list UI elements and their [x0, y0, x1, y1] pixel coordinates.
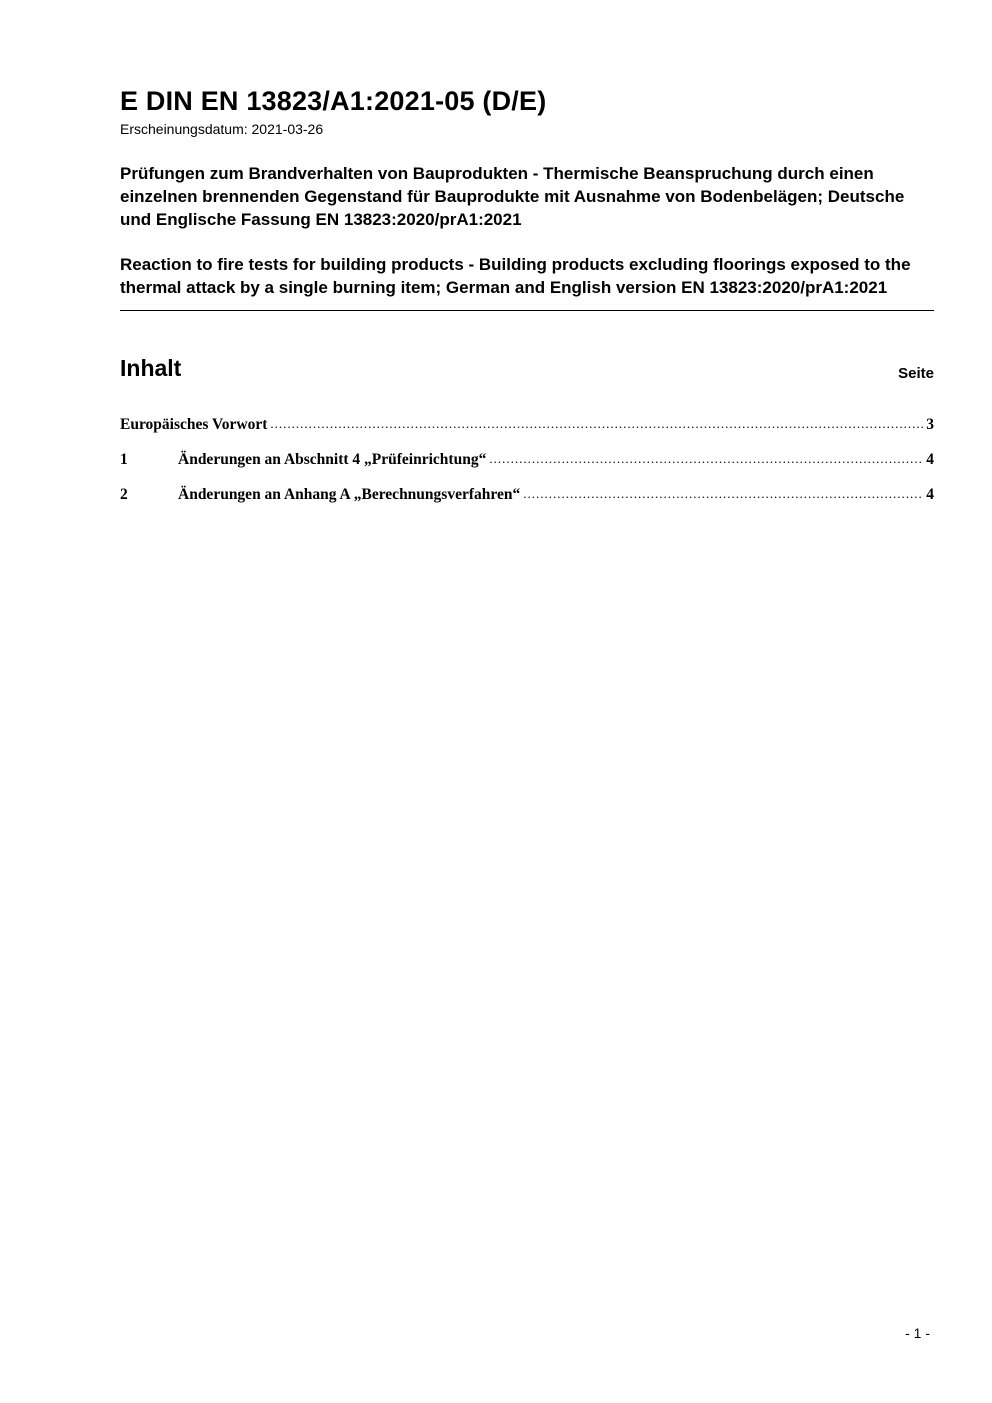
- toc-entry-number: 1: [120, 450, 128, 468]
- toc-entry-section-2: [120, 486, 934, 504]
- toc-entry-label: Änderungen an Abschnitt 4 „Prüfeinrichtung“: [178, 450, 487, 468]
- toc-entry-page: 4: [926, 450, 934, 468]
- leader-dots: [523, 486, 923, 502]
- horizontal-rule: [120, 310, 934, 311]
- toc-page-column-label: Seite: [898, 364, 934, 382]
- leader-dots: [270, 416, 923, 432]
- publication-date: Erscheinungsdatum: 2021-03-26: [120, 121, 324, 137]
- toc-heading: Inhalt: [120, 354, 182, 381]
- toc-entry-section-1: [120, 451, 934, 469]
- document-content: [120, 86, 934, 521]
- toc-entry-vorwort: [120, 416, 934, 434]
- toc-entry-page: 3: [926, 415, 934, 433]
- leader-dots: [489, 451, 923, 467]
- title-english: Reaction to fire tests for building products - Building products excluding floorings exposed to the thermal attack by a single burning item; German and English version EN 13823:2020/prA1:2021: [120, 254, 911, 297]
- toc-entry-label: Europäisches Vorwort: [120, 415, 268, 433]
- table-of-contents: [120, 416, 934, 504]
- footer-page-number: - 1 -: [905, 1325, 930, 1341]
- title-german: Prüfungen zum Brandverhalten von Bauprodukten - Thermische Beanspruchung durch einen einzelnen brennenden Gegenstand für Bauprodukte mit Ausnahme von Bodenbelägen; Deutsche und Englische Fassung EN 13823:2020/prA1:2021: [120, 164, 905, 229]
- toc-entry-number: 2: [120, 485, 128, 503]
- toc-header: [120, 355, 934, 382]
- document-title: E DIN EN 13823/A1:2021-05 (D/E): [120, 86, 547, 116]
- toc-entry-label: Änderungen an Anhang A „Berechnungsverfahren“: [178, 485, 521, 503]
- toc-entry-page: 4: [926, 485, 934, 503]
